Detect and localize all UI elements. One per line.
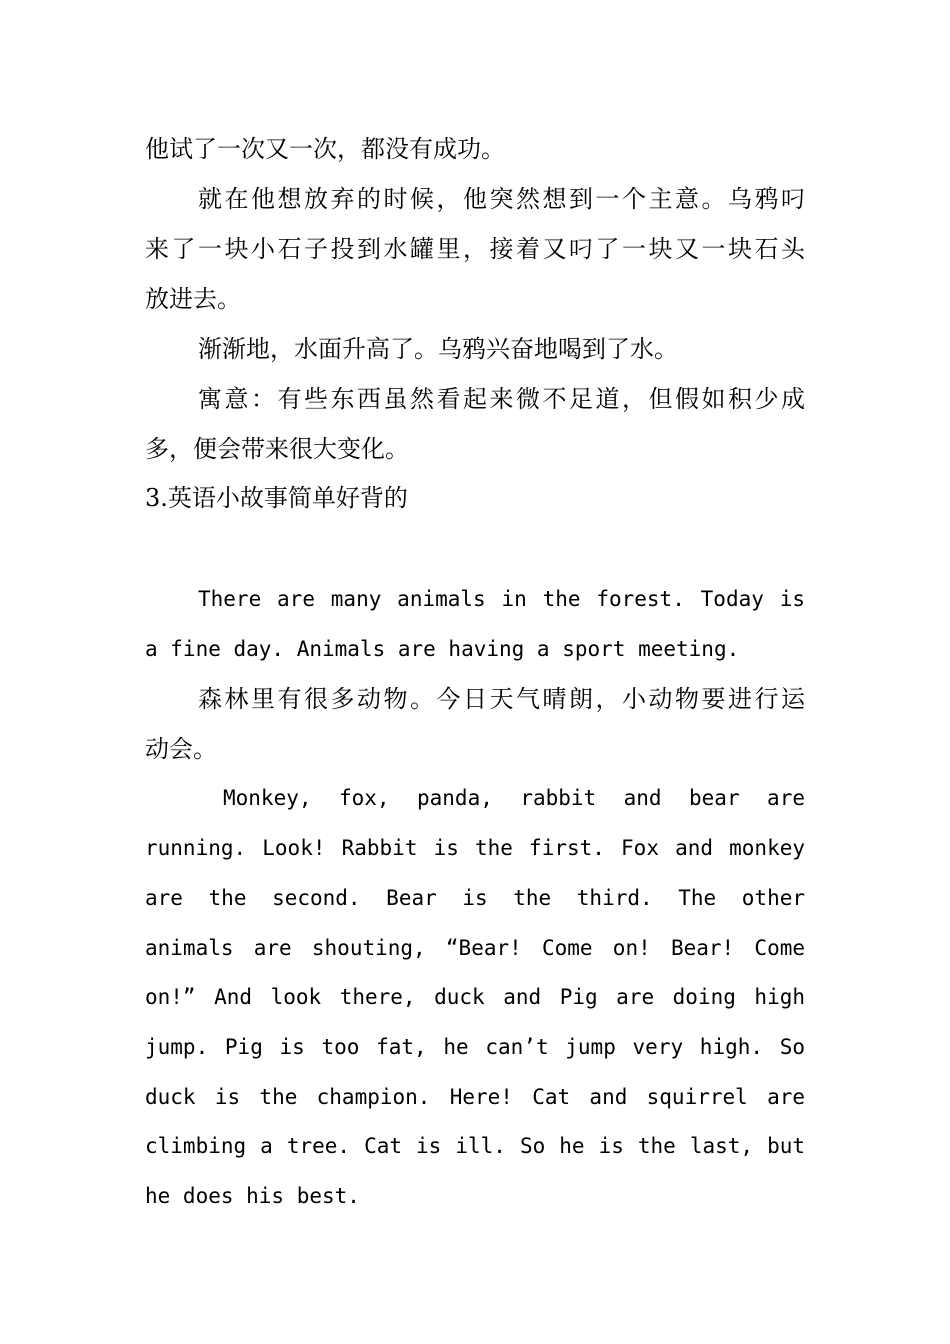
- text-line: 就在他想放弃的时候，他突然想到一个主意。乌鸦叼: [198, 185, 805, 213]
- text-line: on!” And look there, duck and Pig are doing high: [145, 985, 805, 1009]
- text-line: a fine day. Animals are having a sport meeting.: [145, 637, 740, 661]
- text-line: climbing a tree. Cat is ill. So he is the last, but: [145, 1134, 805, 1158]
- text-line: 动会。: [145, 735, 217, 763]
- text-line: animals are shouting, “Bear! Come on! Bear! Come: [145, 936, 805, 960]
- text-line: 来了一块小石子投到水罐里，接着又叼了一块又一块石头: [145, 235, 805, 263]
- text-line: 渐渐地，水面升高了。乌鸦兴奋地喝到了水。: [198, 335, 678, 363]
- text-line: 他试了一次又一次，都没有成功。: [145, 135, 505, 163]
- section-heading: 3.英语小故事简单好背的: [145, 484, 408, 512]
- text-line: are the second. Bear is the third. The other: [145, 886, 805, 910]
- text-line: Monkey, fox, panda, rabbit and bear are: [223, 786, 805, 810]
- text-line: There are many animals in the forest. Today is: [198, 587, 805, 611]
- text-line: he does his best.: [145, 1184, 360, 1208]
- text-line: 寓意：有些东西虽然看起来微不足道，但假如积少成: [198, 385, 805, 413]
- text-line: running. Look! Rabbit is the first. Fox and monkey: [145, 836, 805, 860]
- text-line: 多，便会带来很大变化。: [145, 435, 409, 463]
- text-line: 放进去。: [145, 285, 241, 313]
- text-line: 森林里有很多动物。今日天气晴朗，小动物要进行运: [198, 685, 805, 713]
- text-line: duck is the champion. Here! Cat and squirrel are: [145, 1085, 805, 1109]
- text-line: jump. Pig is too fat, he can’t jump very high. So: [145, 1035, 805, 1059]
